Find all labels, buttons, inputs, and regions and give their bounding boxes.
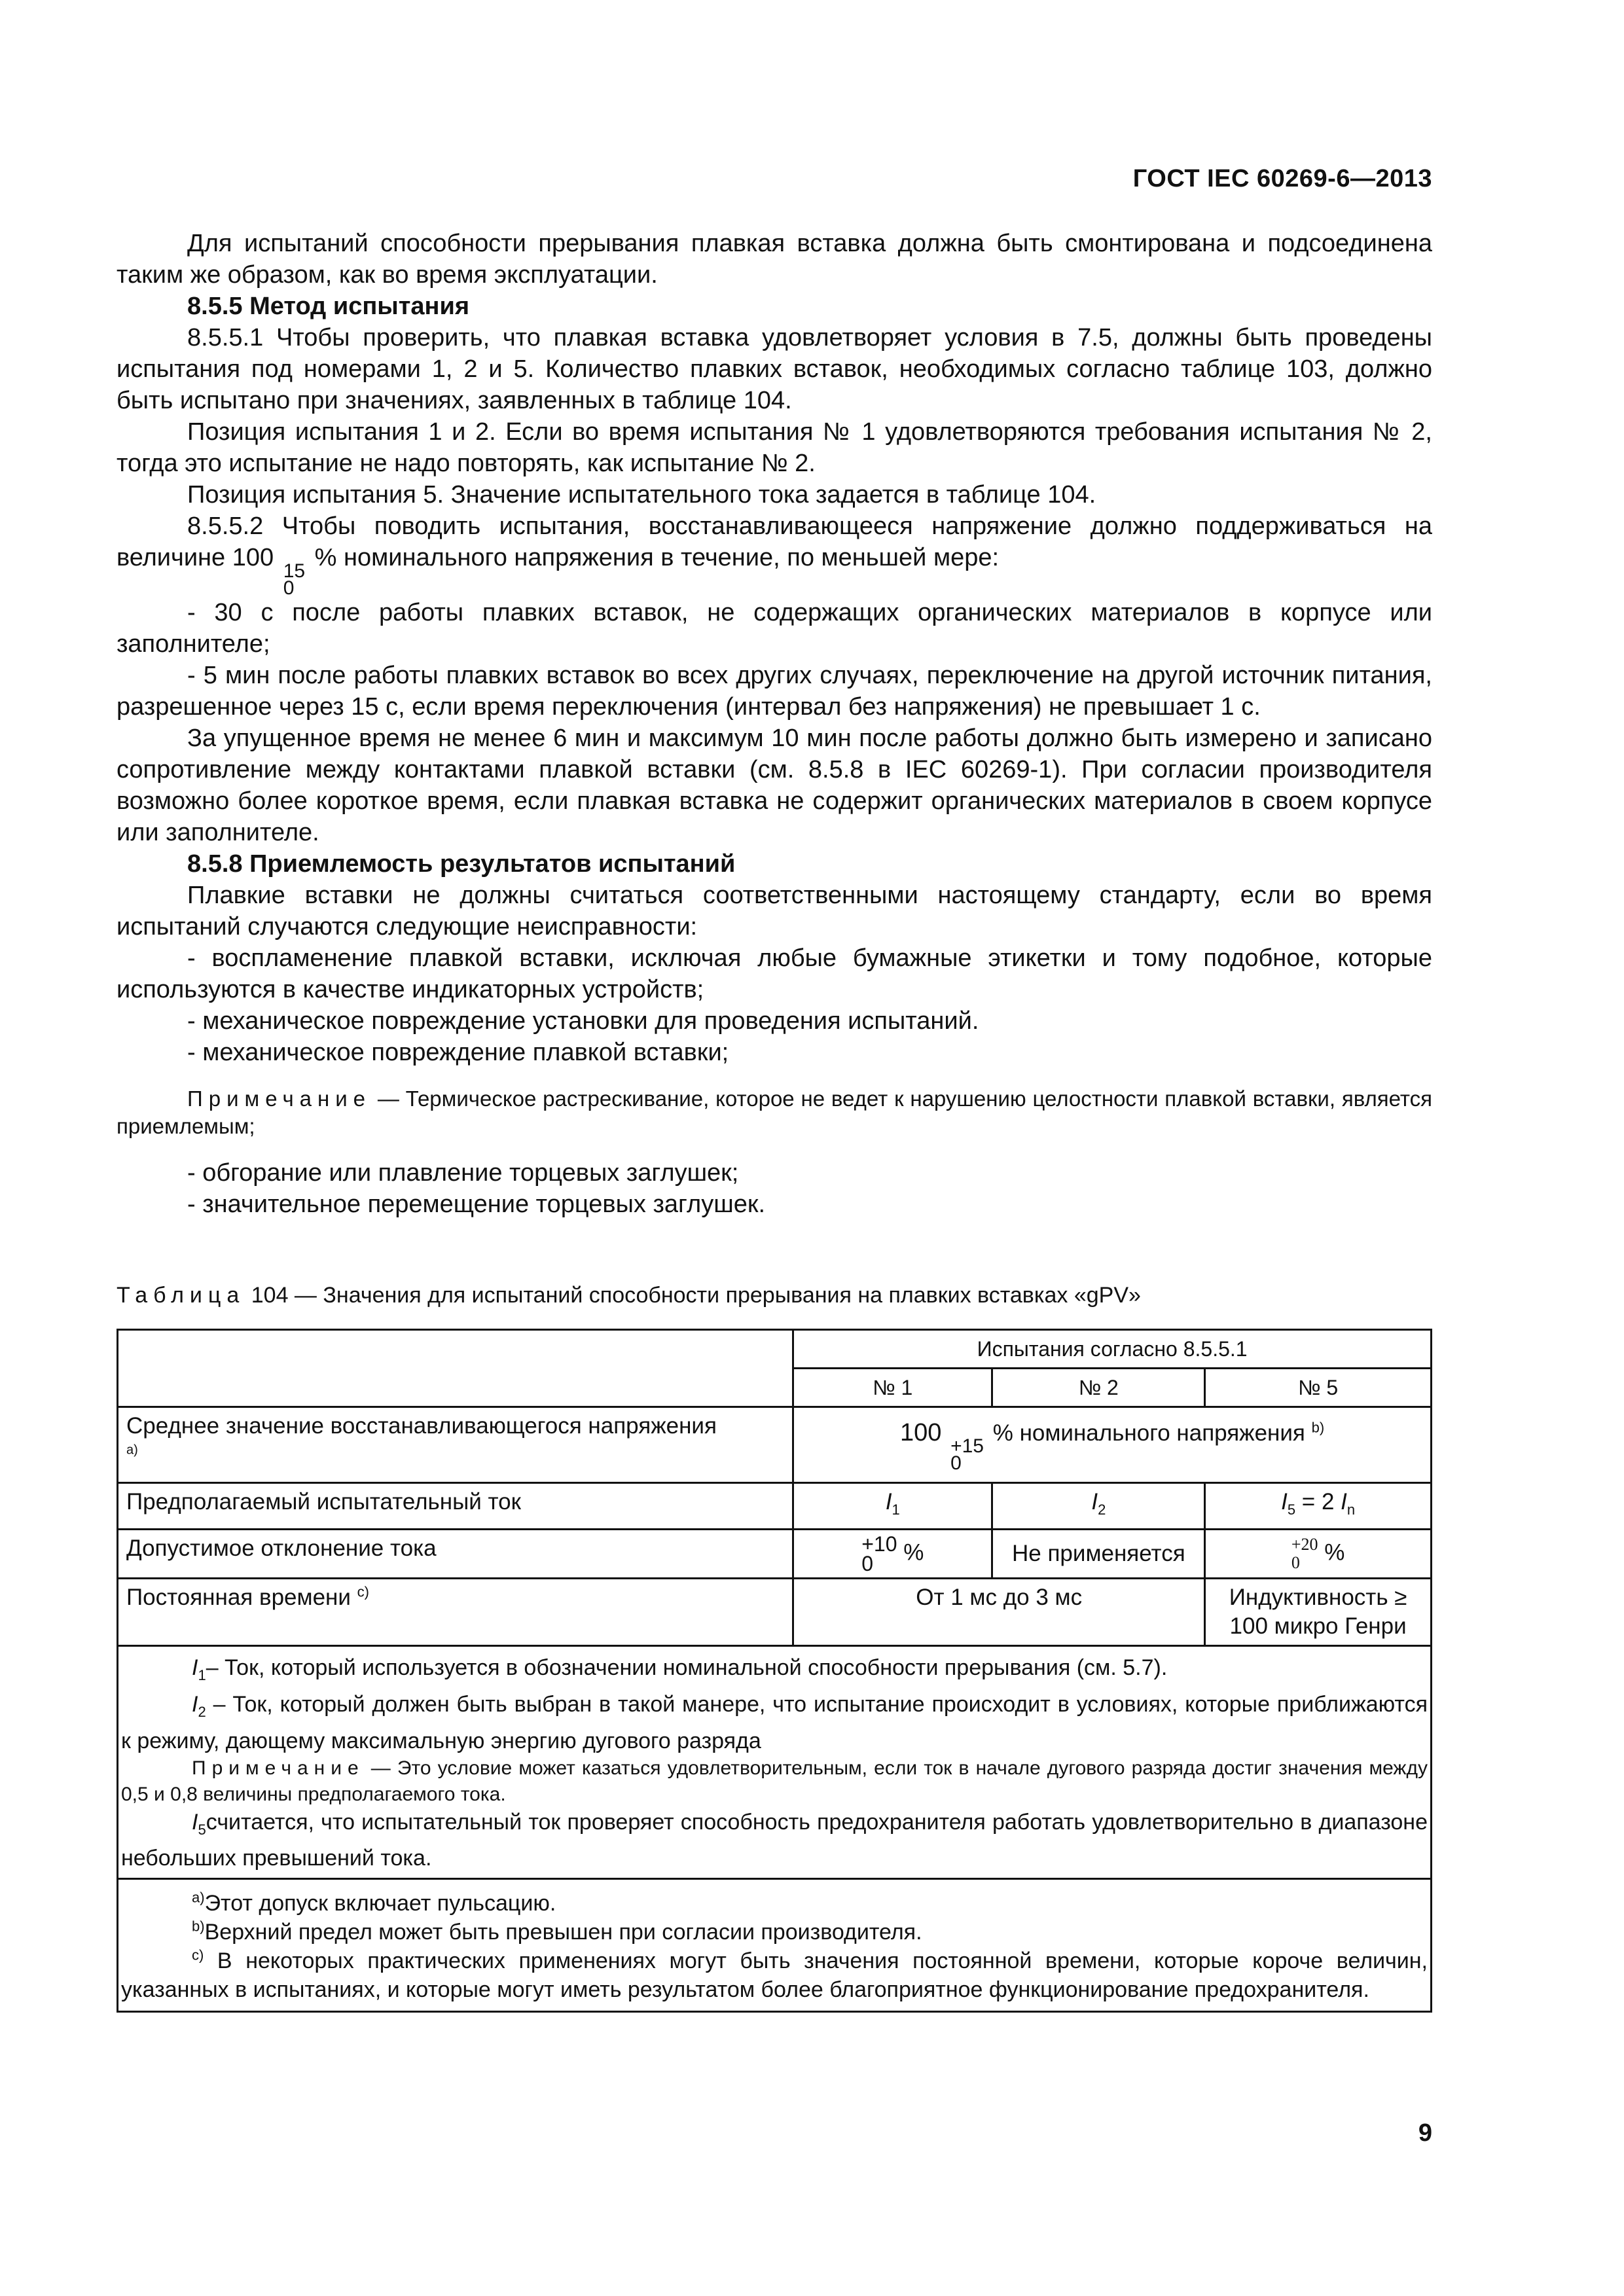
list-item: - обгорание или плавление торцевых заглушек; xyxy=(187,1159,739,1187)
current-symbol: I xyxy=(1281,1489,1288,1515)
current-subscript: 5 xyxy=(198,1821,206,1838)
current-subscript: 1 xyxy=(198,1666,206,1683)
footnote-text: Этот допуск включает пульсацию. xyxy=(204,1891,556,1916)
current-cell-1 xyxy=(793,1483,992,1530)
table-caption xyxy=(117,1283,1141,1308)
note xyxy=(117,1085,1432,1140)
footnote-ref: c) xyxy=(192,1947,204,1964)
note-text: — Это условие может казаться удовлетворительным, если ток в начале дугового разряда достиг значения между 0,5 и 0,8 величины предполагаемого тока. xyxy=(121,1757,1428,1805)
footnote xyxy=(118,1946,1430,2004)
footnote xyxy=(118,1918,1430,1946)
lettered-footnotes xyxy=(118,1880,1430,2011)
document-page xyxy=(117,0,1432,2296)
footnote-ref: a) xyxy=(126,1443,138,1458)
footnote-ref: b) xyxy=(1311,1418,1325,1435)
footnote-text: – Ток, который используется в обозначении номинальной способности прерывания (см. 5.7). xyxy=(206,1655,1168,1680)
current-symbol: I xyxy=(192,1691,198,1717)
tolerance-upper: +15 xyxy=(950,1435,984,1457)
footnote-text: – Ток, который должен быть выбран в такой манере, что испытание происходит в условиях, которые приближаются к режиму, дающему максимальную энергию дугового разряда xyxy=(121,1691,1428,1753)
deviation-cell-5 xyxy=(1205,1530,1432,1579)
column-header-1: № 1 xyxy=(793,1369,992,1407)
footnote-text: В некоторых практических применениях могут быть значения постоянной времени, которые короче величин, указанных в испытаниях, и которые могут иметь результатом более благоприятное функционирование предохранителя. xyxy=(121,1948,1428,2003)
row-label-voltage xyxy=(118,1407,793,1483)
footnote-ref: b) xyxy=(192,1918,205,1935)
empty-header-cell xyxy=(118,1330,793,1407)
footnote-text: считается, что испытательный ток проверяет способность предохранителя работать удовлетворительно в диапазоне небольших превышений тока. xyxy=(121,1809,1428,1871)
current-subscript: 2 xyxy=(198,1703,206,1720)
footnote-ref: a) xyxy=(192,1890,205,1907)
time-constant-cell: От 1 мс до 3 мс xyxy=(793,1579,1205,1646)
footnote xyxy=(118,1808,1430,1873)
table-caption-label: Таблица xyxy=(117,1283,245,1308)
body-text xyxy=(117,228,1432,1220)
note-label: Примечание xyxy=(192,1757,365,1779)
current-symbol: I xyxy=(192,1809,198,1835)
paragraph-voltage-tolerance xyxy=(117,511,1432,597)
current-subscript: 2 xyxy=(1098,1501,1106,1518)
row-label-text: Постоянная времени xyxy=(126,1585,351,1610)
current-subscript: 5 xyxy=(1287,1501,1296,1518)
paragraph-text: % номинального напряжения в течение, по меньшей мере: xyxy=(314,544,1000,571)
tolerance-upper: 15 xyxy=(283,560,306,582)
footnote-ref: c) xyxy=(357,1583,369,1600)
table-row xyxy=(118,1407,1432,1483)
list-item: - 5 мин после работы плавких вставок во всех других случаях, переключение на другой источник питания, разрешенное через 15 с, если время переключения (интервал без напряжения) не превышает 1 с. xyxy=(117,662,1432,721)
table-row xyxy=(118,1483,1432,1530)
footnote-text: Верхний предел может быть превышен при согласии производителя. xyxy=(204,1920,922,1945)
column-header-2: № 2 xyxy=(992,1369,1205,1407)
footnote xyxy=(118,1653,1430,1690)
current-symbol: I xyxy=(1341,1489,1347,1515)
current-footnotes xyxy=(118,1647,1430,1878)
current-cell-2 xyxy=(992,1483,1205,1530)
deviation-unit: % xyxy=(903,1539,924,1566)
tolerance-upper: +10 xyxy=(861,1532,897,1556)
list-item: - 30 с после работы плавких вставок, не содержащих органических материалов в корпусе или заполнителе; xyxy=(117,599,1432,658)
row-label-time-constant xyxy=(118,1579,793,1646)
current-symbol: I xyxy=(1091,1489,1098,1515)
current-cell-5 xyxy=(1205,1483,1432,1530)
current-equals: = 2 xyxy=(1295,1489,1341,1515)
voltage-unit-text: % номинального напряжения xyxy=(992,1420,1305,1446)
standard-header: ГОСТ IEC 60269-6—2013 xyxy=(1132,165,1432,192)
table-row xyxy=(118,1530,1432,1579)
deviation-tolerance xyxy=(861,1534,897,1573)
voltage-tolerance xyxy=(950,1435,984,1474)
table-row xyxy=(118,1330,1432,1369)
list-item: - воспламенение плавкой вставки, исключая любые бумажные этикетки и тому подобное, которые используются в качестве индикаторных устройств; xyxy=(117,944,1432,1003)
footnote xyxy=(118,1690,1430,1755)
deviation-tolerance xyxy=(1291,1535,1318,1572)
deviation-unit: % xyxy=(1324,1539,1345,1566)
column-header-5: № 5 xyxy=(1205,1369,1432,1407)
footnote xyxy=(118,1889,1430,1918)
paragraph: Позиция испытания 1 и 2. Если во время испытания № 1 удовлетворяются требования испытания № 2, тогда это испытание не надо повторять, как испытание № 2. xyxy=(117,418,1432,477)
deviation-cell-2: Не применяется xyxy=(992,1530,1205,1579)
note-text: — Термическое растрескивание, которое не ведет к нарушению целостности плавкой вставки, является приемлемым; xyxy=(117,1086,1432,1138)
tolerance-lower: 0 xyxy=(1291,1553,1300,1572)
lettered-footnotes-cell xyxy=(118,1879,1432,2012)
section-heading: 8.5.8 Приемлемость результатов испытаний xyxy=(187,850,736,878)
list-item: - механическое повреждение установки для проведения испытаний. xyxy=(187,1007,979,1035)
deviation-cell-1 xyxy=(793,1530,992,1579)
voltage-value-cell xyxy=(793,1407,1432,1483)
list-item: - механическое повреждение плавкой вставки; xyxy=(187,1039,729,1066)
paragraph: За упущенное время не менее 6 мин и максимум 10 мин после работы должно быть измерено и записано сопротивление между контактами плавкой вставки (см. 8.5.8 в IEC 60269-1). При согласии производителя возможно более короткое время, если плавкая вставка не содержит органических материалов в своем корпусе или заполнителе. xyxy=(117,725,1432,846)
row-label-text: Среднее значение восстанавливающегося напряжения xyxy=(126,1413,717,1439)
list-item: - значительное перемещение торцевых заглушек. xyxy=(187,1191,766,1218)
current-symbol: I xyxy=(885,1489,892,1515)
paragraph: Для испытаний способности прерывания плавкая вставка должна быть смонтирована и подсоединена таким же образом, как во время эксплуатации. xyxy=(117,230,1432,289)
current-symbol: I xyxy=(192,1655,198,1680)
tolerance-lower: 0 xyxy=(283,577,295,599)
tolerance-lower: 0 xyxy=(861,1552,874,1575)
paragraph: Позиция испытания 5. Значение испытательного тока задается в таблице 104. xyxy=(187,481,1096,509)
current-subscript: n xyxy=(1346,1501,1356,1518)
table-row xyxy=(118,1579,1432,1646)
tolerance-fraction xyxy=(283,560,306,599)
table-row xyxy=(118,1646,1432,1879)
paragraph: Плавкие вставки не должны считаться соответственными настоящему стандарту, если во время испытаний случаются следующие неисправности: xyxy=(117,882,1432,941)
table-caption-text: 104 — Значения для испытаний способности прерывания на плавких вставках «gPV» xyxy=(245,1283,1141,1308)
page-number: 9 xyxy=(1418,2119,1432,2147)
row-label-current: Предполагаемый испытательный ток xyxy=(118,1483,793,1530)
voltage-base: 100 xyxy=(899,1418,942,1446)
table-row xyxy=(118,1879,1432,2012)
paragraph: 8.5.5.1 Чтобы проверить, что плавкая вставка удовлетворяет условия в 7.5, должны быть проведены испытания под номерами 1, 2 и 5. Количество плавких вставок, необходимых согласно таблице 103, должно быть испытано при значениях, заявленных в таблице 104. xyxy=(117,324,1432,414)
section-heading: 8.5.5 Метод испытания xyxy=(187,293,469,320)
note-label: Примечание xyxy=(187,1086,372,1111)
paragraph-text: 8.5.5.2 Чтобы поводить испытания, восстанавливающееся напряжение должно поддерживаться на величине 100 xyxy=(117,512,1432,571)
footnote-note xyxy=(118,1755,1430,1808)
tolerance-upper: +20 xyxy=(1291,1535,1318,1554)
group-header-cell: Испытания согласно 8.5.5.1 xyxy=(793,1330,1432,1369)
test-values-table xyxy=(117,1329,1432,2013)
inductance-cell: Индуктивность ≥ 100 микро Генри xyxy=(1205,1579,1432,1646)
row-label-deviation: Допустимое отклонение тока xyxy=(118,1530,793,1579)
current-subscript: 1 xyxy=(892,1501,900,1518)
tolerance-lower: 0 xyxy=(950,1452,962,1474)
current-footnotes-cell xyxy=(118,1646,1432,1879)
